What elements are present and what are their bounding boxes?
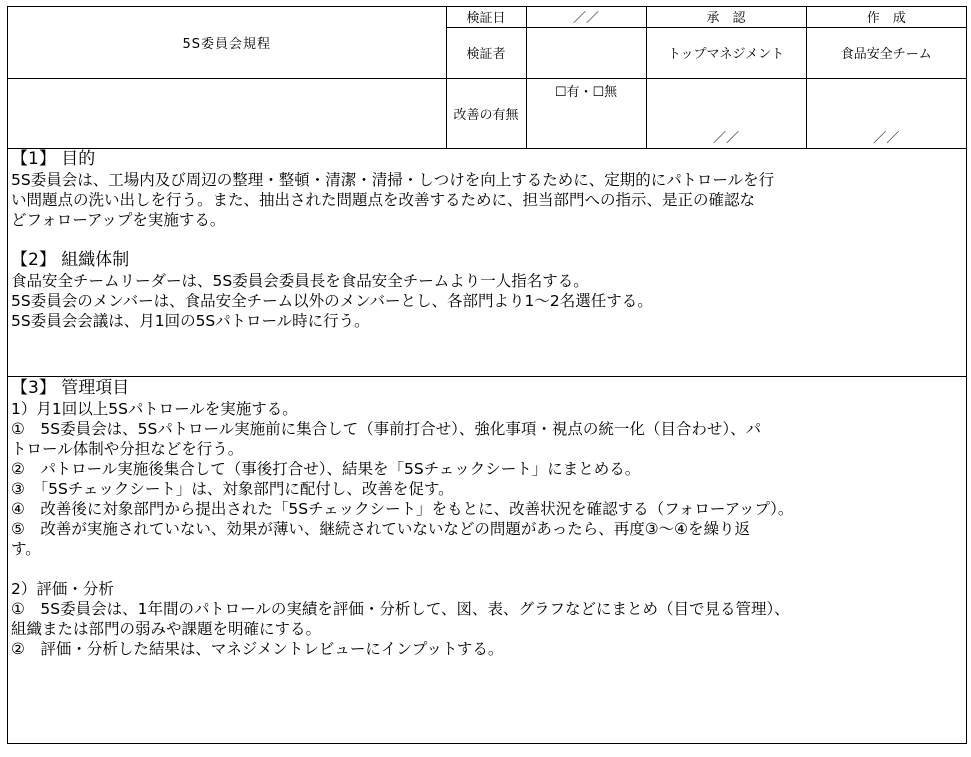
section-line: 1）月1回以上5Sパトロールを実施する。 <box>11 400 298 418</box>
section-divider <box>8 376 966 377</box>
create-date: ／／ <box>806 78 966 148</box>
section-management <box>8 378 966 659</box>
section-line: ③ 「5Sチェックシート」は、対象部門に配付し、改善を促す。 <box>11 480 454 498</box>
approve-label: 承 認 <box>646 7 806 27</box>
section-line: 5S委員会は、工場内及び周辺の整理・整頓・清潔・清掃・しつけを向上するために、定期的にパトロールを行 <box>11 171 775 189</box>
improvement-value: ☐有・☐無 <box>526 78 646 148</box>
section-line: い問題点の洗い出しを行う。また、抽出された問題点を改善するために、担当部門への指示、是正の確認な <box>11 191 756 209</box>
approve-date: ／／ <box>646 78 806 148</box>
create-label: 作 成 <box>806 7 966 27</box>
section-heading: 【1】 目的 <box>11 149 96 169</box>
section-line: す。 <box>11 540 41 558</box>
section-line: 食品安全チームリーダーは、5S委員会委員長を食品安全チームより一人指名する。 <box>11 272 589 290</box>
verifier-value <box>526 27 646 78</box>
section-heading: 【3】 管理項目 <box>11 378 130 398</box>
section-line: ① 5S委員会は、5Sパトロール実施前に集合して（事前打合せ）、強化事項・視点の統一化（目合わせ）、パ <box>11 420 762 438</box>
section-purpose <box>8 149 966 331</box>
improvement-label: 改善の有無 <box>446 78 526 148</box>
section-line: どフォローアップを実施する。 <box>11 211 226 229</box>
section-line: ① 5S委員会は、1年間のパトロールの実績を評価・分析して、図、表、グラフなどにまとめ（目で見る管理）、 <box>11 600 790 618</box>
section-line: 2）評価・分析 <box>11 580 114 598</box>
blank-cell <box>8 78 446 148</box>
header-table <box>8 7 966 149</box>
verify-date-label: 検証日 <box>446 7 526 27</box>
verifier-label: 検証者 <box>446 27 526 78</box>
section-line: トロール体制や分担などを行う。 <box>11 440 244 458</box>
section-line: ④ 改善後に対象部門から提出された「5Sチェックシート」をもとに、改善状況を確認する（フォローアップ）。 <box>11 500 794 518</box>
section-line: 5S委員会のメンバーは、食品安全チーム以外のメンバーとし、各部門より1～2名選任する。 <box>11 292 653 310</box>
document <box>7 6 967 744</box>
approver-value: トップマネジメント <box>646 27 806 78</box>
creator-value: 食品安全チーム <box>806 27 966 78</box>
document-title: 5S委員会規程 <box>8 7 446 78</box>
section-line: 5S委員会会議は、月1回の5Sパトロール時に行う。 <box>11 312 370 330</box>
section-line: ② 評価・分析した結果は、マネジメントレビューにインプットする。 <box>11 640 504 658</box>
verify-date-value: ／／ <box>526 7 646 27</box>
section-line: 組織または部門の弱みや課題を明確にする。 <box>11 620 322 638</box>
section-line: ⑤ 改善が実施されていない、効果が薄い、継続されていないなどの問題があったら、再度③～④を繰り返 <box>11 520 751 538</box>
section-heading: 【2】 組織体制 <box>11 250 130 270</box>
section-line: ② パトロール実施後集合して（事後打合せ）、結果を「5Sチェックシート」にまとめる。 <box>11 460 641 478</box>
